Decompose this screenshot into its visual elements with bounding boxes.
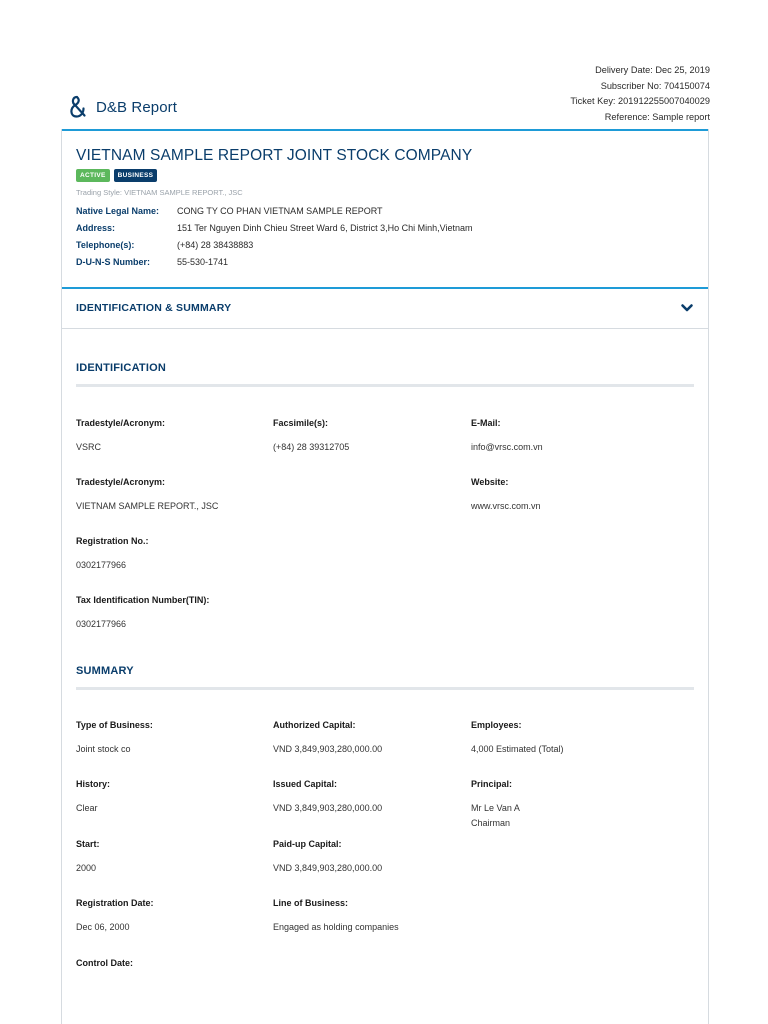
card-accent-line [62,129,708,131]
chevron-down-icon[interactable] [680,301,694,315]
field-value: www.vrsc.com.vn [471,501,541,511]
field-paidup-capital [273,839,382,876]
field-value: Dec 06, 2000 [76,922,130,932]
field-value [471,801,520,831]
fact-value: 151 Ter Nguyen Dinh Chieu Street Ward 6, District 3,Ho Chi Minh,Vietnam [177,223,473,233]
company-facts [76,203,696,271]
company-block [76,147,696,271]
summary-divider [76,687,694,690]
section-header-identification-summary[interactable] [62,287,708,329]
fact-value: (+84) 28 38438883 [177,240,254,250]
field-label: Website: [471,477,509,487]
fact-row [76,254,696,271]
company-name: VIETNAM SAMPLE REPORT JOINT STOCK COMPANY [76,147,473,164]
field-registration-no [76,536,149,573]
fact-label: D-U-N-S Number: [76,257,150,267]
field-control-date [76,958,133,968]
field-value: VIETNAM SAMPLE REPORT., JSC [76,501,219,511]
report-card [61,129,709,1024]
report-meta [570,63,710,125]
field-label: Employees: [471,720,522,730]
field-value: 0302177966 [76,560,127,570]
status-badge-business: BUSINESS [114,169,158,182]
field-label: E-Mail: [471,418,501,428]
brand-name: D&B Report [96,98,178,116]
field-history [76,779,110,816]
field-authorized-capital [273,720,382,757]
field-label: Control Date: [76,958,133,968]
field-label: Registration Date: [76,898,154,908]
field-facsimile [273,418,349,455]
delivery-date: Delivery Date: Dec 25, 2019 [595,65,710,75]
field-value: 4,000 Estimated (Total) [471,744,564,754]
field-value: 2000 [76,863,97,873]
field-value: Clear [76,803,98,813]
trading-style: Trading Style: VIETNAM SAMPLE REPORT., JSC [76,188,243,197]
field-label: Tradestyle/Acronym: [76,477,166,487]
field-value: info@vrsc.com.vn [471,442,543,452]
brand [66,94,177,120]
field-type-of-business [76,720,153,757]
field-label: History: [76,779,111,789]
reference: Reference: Sample report [604,111,710,122]
field-tradestyle-acronym-2 [76,477,218,514]
fact-value: CONG TY CO PHAN VIETNAM SAMPLE REPORT [177,206,383,216]
field-value: VND 3,849,903,280,000.00 [273,803,383,813]
field-value: (+84) 28 39312705 [273,442,350,452]
fact-label: Native Legal Name: [76,206,160,216]
field-label: Tradestyle/Acronym: [76,418,166,428]
identification-divider [76,384,694,387]
field-label: Line of Business: [273,898,349,908]
field-value: VND 3,849,903,280,000.00 [273,744,383,754]
fact-value: 55-530-1741 [177,257,229,267]
field-value: VND 3,849,903,280,000.00 [273,863,383,873]
identification-heading: IDENTIFICATION [76,362,166,374]
report-header [0,0,768,128]
field-label: Facsimile(s): [273,418,329,428]
status-badges [76,169,696,182]
fact-row [76,237,696,254]
ticket-key: Ticket Key: 201912255007040029 [570,96,710,106]
fact-label: Telephone(s): [76,240,135,250]
field-label: Authorized Capital: [273,720,356,730]
field-label: Registration No.: [76,536,149,546]
field-tax-id [76,595,209,632]
field-website [471,477,541,514]
fact-row [76,220,696,237]
principal-title: Chairman [471,818,511,828]
subscriber-no: Subscriber No: 704150074 [600,80,710,91]
fact-label: Address: [76,223,116,233]
field-value: Engaged as holding companies [273,922,399,932]
field-tradestyle-acronym [76,418,165,455]
field-email [471,418,543,455]
field-employees [471,720,564,757]
section-title: IDENTIFICATION & SUMMARY [76,302,232,314]
status-badge-active: ACTIVE [76,169,110,182]
field-label: Issued Capital: [273,779,338,789]
summary-heading: SUMMARY [76,665,134,677]
field-start [76,839,100,876]
field-label: Start: [76,839,100,849]
field-value: VSRC [76,442,102,452]
field-registration-date [76,898,154,935]
field-label: Paid-up Capital: [273,839,342,849]
field-label: Tax Identification Number(TIN): [76,595,210,605]
field-label: Principal: [471,779,513,789]
field-value: 0302177966 [76,619,127,629]
field-issued-capital [273,779,382,816]
field-line-of-business [273,898,399,935]
field-label: Type of Business: [76,720,153,730]
field-principal [471,779,520,831]
principal-name: Mr Le Van A [471,803,520,813]
field-value: Joint stock co [76,744,131,754]
db-logo-icon [66,94,88,120]
fact-row [76,203,696,220]
